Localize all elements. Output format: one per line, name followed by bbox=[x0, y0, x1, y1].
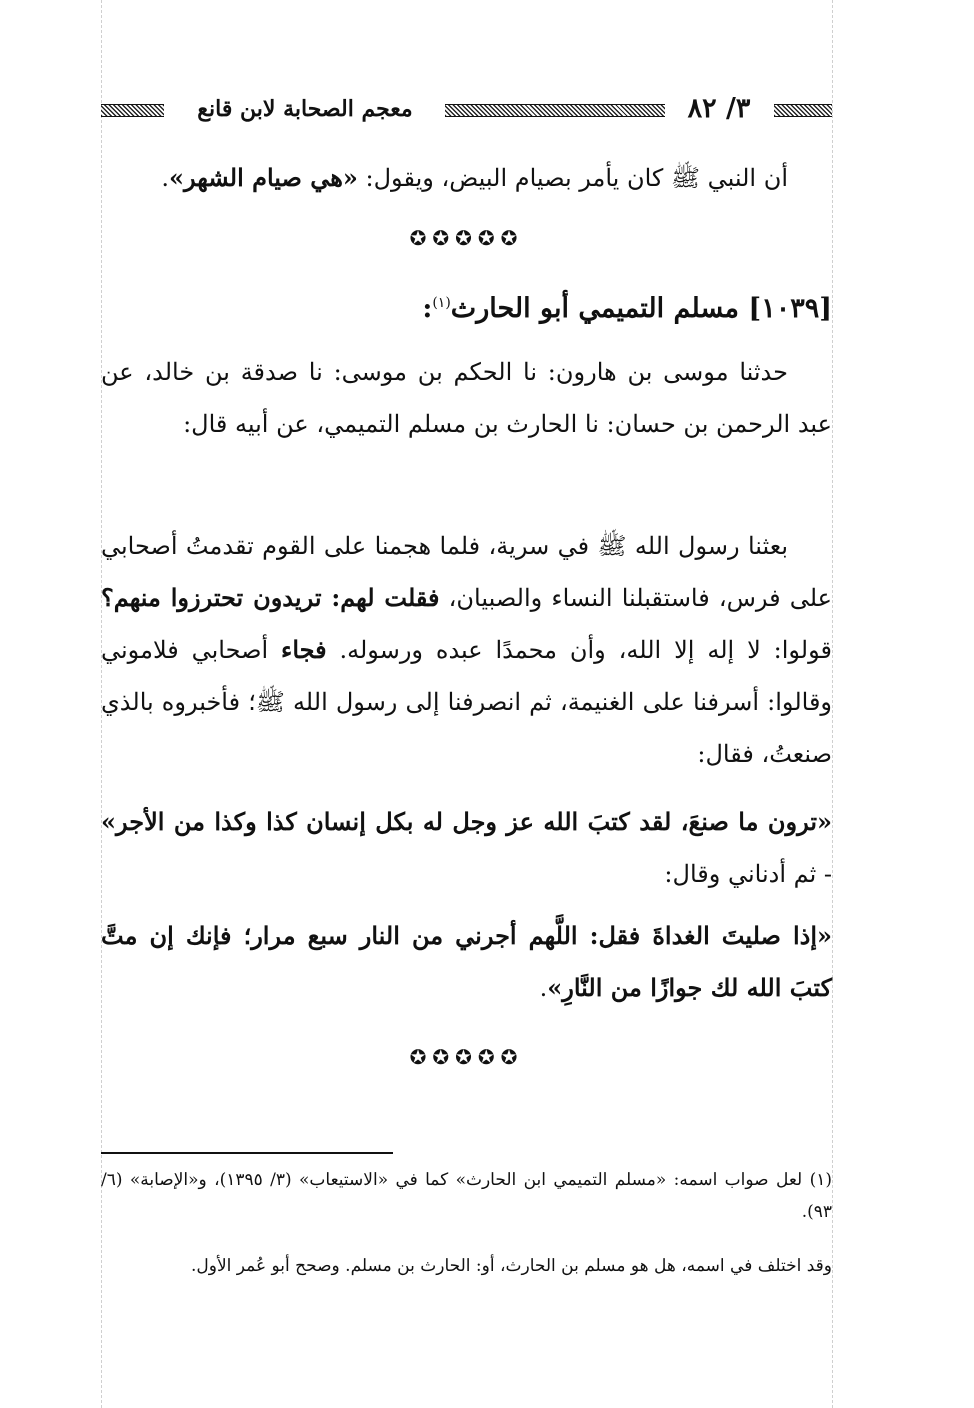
header-ornament-bar bbox=[101, 104, 164, 117]
narration-text: - ثم أدناني وقال: bbox=[664, 860, 832, 888]
narration-bold-text: فجاء bbox=[281, 635, 327, 664]
footnote-separator bbox=[101, 1152, 393, 1154]
prophet-saying-quote: «هي صيام الشهر» bbox=[169, 163, 358, 192]
book-title: معجم الصحابة لابن قانع bbox=[197, 96, 413, 122]
page-number: ٣/ ٨٢ bbox=[687, 93, 751, 124]
narration-text: أصحابي فلاموني وقالوا: أسرفنا على الغنيمة، ثم انصرفنا إلى رسول الله ﷺ؛ فأخبروه بالذي صنعتُ، فقال: bbox=[101, 636, 833, 768]
right-margin-guide bbox=[832, 0, 833, 1408]
header-ornament-bar bbox=[774, 104, 832, 117]
narration-text: بعثنا رسول الله ﷺ في سرية، فلما هجمنا على القوم تقدمتُ أصحابي على فرس، فاستقبلنا النساء والصبيان، bbox=[101, 532, 832, 612]
book-page bbox=[101, 0, 832, 1408]
paragraph-text: أن النبي ﷺ كان يأمر بصيام البيض، ويقول: bbox=[357, 164, 788, 192]
footnote: (١) لعل صواب اسمه: «مسلم التميمي ابن الحارث» كما في «الاستيعاب» (٣/ ١٣٩٥)، و«الإصابة» (٦/ ٩٣). bbox=[101, 1170, 832, 1222]
section-divider-stars: ✪✪✪✪✪ bbox=[409, 226, 524, 250]
page-header bbox=[101, 92, 832, 126]
entry-heading bbox=[422, 280, 832, 332]
header-ornament-bar bbox=[445, 104, 665, 117]
isnad-paragraph: حدثنا موسى بن هارون: نا الحكم بن موسى: نا صدقة بن خالد، عن عبد الرحمن بن حسان: نا الحارث بن مسلم التميمي، عن أبيه قال: bbox=[101, 358, 832, 438]
punctuation: . bbox=[161, 164, 170, 192]
footnote: وقد اختلف في اسمه، هل هو مسلم بن الحارث، أو: الحارث بن مسلم. وصحح أبو عُمر الأول. bbox=[190, 1256, 832, 1276]
prophet-saying-quote: «إذا صليتَ الغداةَ فقل: اللَّهم أجرني من النار سبع مرار؛ فإنك إن متَّ كتبَ الله لك جوازًا من النَّارِ» bbox=[101, 921, 832, 1002]
entry-name: مسلم التميمي أبو الحارث bbox=[450, 293, 740, 324]
entry-number: [١٠٣٩] bbox=[748, 293, 832, 324]
footnote-marker: (١) bbox=[432, 295, 451, 311]
saying-paragraph bbox=[101, 796, 832, 900]
narration-bold-text: فقلت لهم: تريدون تحترزوا منهم؟ bbox=[101, 583, 440, 612]
entry-colon: : bbox=[422, 293, 433, 324]
section-divider-stars: ✪✪✪✪✪ bbox=[409, 1045, 524, 1069]
punctuation: . bbox=[539, 974, 548, 1002]
paragraph-continuation bbox=[101, 152, 832, 204]
narration-paragraph bbox=[101, 520, 832, 780]
narration-text: قولوا: لا إله إلا الله، وأن محمدًا عبده ورسوله. bbox=[326, 636, 832, 664]
prophet-saying-quote: «ترون ما صنعَ، لقد كتبَ الله عز وجل له بكل إنسان كذا وكذا من الأجر» bbox=[101, 807, 832, 836]
saying-paragraph bbox=[101, 910, 832, 1014]
